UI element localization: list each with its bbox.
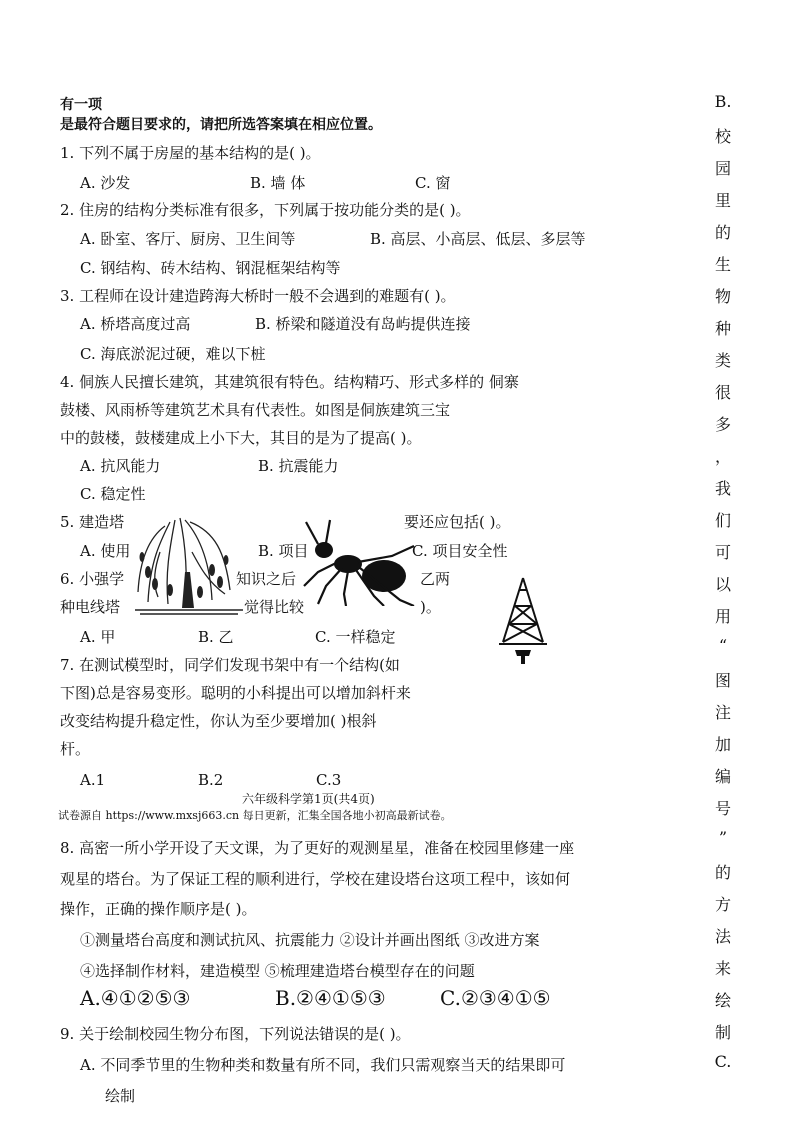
- q2-option-a: A. 卧室、客厅、厨房、卫生间等: [80, 230, 296, 248]
- q2-option-c: C. 钢结构、砖木结构、钢混框架结构等: [80, 259, 341, 277]
- side-char: 用: [714, 607, 731, 626]
- side-char: ”: [718, 828, 728, 847]
- q9-stem: 9. 关于绘制校园生物分布图，下列说法错误的是( )。: [60, 1025, 411, 1043]
- q9-option-a-line2: 绘制: [105, 1087, 136, 1105]
- q6-option-b: B. 乙: [198, 628, 234, 646]
- side-char: 注: [714, 703, 731, 722]
- q3-option-b: B. 桥梁和隧道没有岛屿提供连接: [255, 315, 471, 333]
- side-char: 可: [714, 543, 731, 562]
- side-char: B.: [714, 92, 732, 111]
- q8-line2: 观星的塔台。为了保证工程的顺利进行，学校在建设塔台这项工程中，该如何: [60, 870, 571, 888]
- q4-option-b: B. 抗震能力: [258, 457, 339, 475]
- q4-option-c: C. 稳定性: [80, 485, 146, 503]
- electric-tower-image: [497, 576, 549, 666]
- q7-option-a: A.1: [80, 771, 106, 789]
- q6-line1-left: 6. 小强学: [60, 570, 125, 588]
- q8-line3: 操作，正确的操作顺序是( )。: [60, 900, 257, 918]
- side-char: “: [718, 636, 728, 655]
- side-char: 方: [714, 895, 731, 914]
- side-char: 很: [714, 383, 731, 402]
- side-char: 我: [714, 479, 731, 498]
- side-char: ，: [714, 447, 731, 466]
- q3-stem: 3. 工程师在设计建造跨海大桥时一般不会遇到的难题有( )。: [60, 287, 456, 305]
- q7-option-b: B.2: [198, 771, 224, 789]
- side-char: C.: [714, 1052, 732, 1071]
- q7-line4: 杆。: [60, 740, 91, 758]
- side-char: 加: [714, 735, 731, 754]
- q4-line2: 鼓楼、风雨桥等建筑艺术具有代表性。如图是侗族建筑三宝: [60, 401, 451, 419]
- q4-line3: 中的鼓楼，鼓楼建成上小下大，其目的是为了提高( )。: [60, 429, 422, 447]
- q5-option-c: C. 项目安全性: [412, 542, 508, 560]
- side-char: 种: [714, 319, 731, 338]
- q5-stem-right: 要还应包括( )。: [404, 513, 511, 531]
- side-char: 以: [714, 575, 731, 594]
- section-header-line2: 是最符合题目要求的，请把所选答案填在相应位置。: [60, 117, 382, 133]
- side-char: 们: [714, 511, 731, 530]
- q4-option-a: A. 抗风能力: [80, 457, 161, 475]
- q8-line1: 8. 高密一所小学开设了天文课，为了更好的观测星星，准备在校园里修建一座: [60, 839, 575, 857]
- q9-option-a-line1: A. 不同季节里的生物种类和数量有所不同，我们只需观察当天的结果即可: [80, 1056, 566, 1074]
- q7-option-c: C.3: [316, 771, 342, 789]
- side-char: 制: [714, 1023, 731, 1042]
- q1-option-a: A. 沙发: [80, 174, 131, 192]
- side-char: 生: [714, 255, 731, 274]
- side-char: 法: [714, 927, 731, 946]
- side-char: 类: [714, 351, 731, 370]
- q6-line2-left: 种电线塔: [60, 598, 121, 616]
- ant-image: [296, 516, 424, 606]
- q5-option-a: A. 使用: [80, 542, 131, 560]
- page-footer: 六年级科学第1页(共4页): [242, 792, 375, 806]
- q8-option-a: A.④①②⑤③: [80, 986, 191, 1010]
- q8-steps-line1: ①测量塔台高度和测试抗风、抗震能力 ②设计并画出图纸 ③改进方案: [80, 931, 540, 949]
- q8-steps-line2: ④选择制作材料，建造模型 ⑤梳理建造塔台模型存在的问题: [80, 962, 475, 980]
- side-char: 物: [714, 287, 731, 306]
- q4-line1: 4. 侗族人民擅长建筑，其建筑很有特色。结构精巧、形式多样的 侗寨: [60, 373, 519, 391]
- side-char: 的: [714, 223, 731, 242]
- q5-option-b: B. 项目: [258, 542, 309, 560]
- q6-option-a: A. 甲: [80, 628, 116, 646]
- q7-line3: 改变结构提升稳定性，你认为至少要增加( )根斜: [60, 712, 377, 730]
- q3-option-c: C. 海底淤泥过硬，难以下桩: [80, 345, 266, 363]
- q8-option-c: C.②③④①⑤: [440, 986, 551, 1010]
- q3-option-a: A. 桥塔高度过高: [80, 315, 191, 333]
- willow-tree-image: [130, 512, 248, 616]
- side-char: 图: [714, 671, 731, 690]
- q7-line2: 下图)总是容易变形。聪明的小科提出可以增加斜杆来: [60, 684, 411, 702]
- side-char: 里: [714, 191, 731, 210]
- source-note: 试卷源自 https://www.mxsj663.cn 每日更新，汇集全国各地小初高最新试卷。: [58, 809, 452, 822]
- q1-stem: 1. 下列不属于房屋的基本结构的是( )。: [60, 144, 321, 162]
- side-char: 编: [714, 767, 731, 786]
- q2-option-b: B. 高层、小高层、低层、多层等: [370, 230, 586, 248]
- q6-option-c: C. 一样稳定: [315, 628, 396, 646]
- q2-stem: 2. 住房的结构分类标准有很多，下列属于按功能分类的是( )。: [60, 201, 471, 219]
- q8-option-b: B.②④①⑤③: [275, 986, 386, 1010]
- q1-option-b: B. 墙 体: [250, 174, 306, 192]
- side-char: 校: [714, 127, 731, 146]
- side-char: 多: [714, 415, 731, 434]
- section-header-line1: 有一项: [60, 97, 102, 113]
- side-char: 绘: [714, 991, 731, 1010]
- side-char: 园: [714, 159, 731, 178]
- q5-stem-left: 5. 建造塔: [60, 513, 125, 531]
- side-char: 号: [714, 799, 731, 818]
- q6-line1-mid: 知识之后: [236, 570, 297, 588]
- q7-line1: 7. 在测试模型时，同学们发现书架中有一个结构(如: [60, 656, 400, 674]
- q6-line2-end: )。: [420, 598, 441, 616]
- q6-line1-right: 乙两: [420, 570, 451, 588]
- q6-line2-mid: 觉得比较: [244, 598, 305, 616]
- side-char: 来: [714, 959, 731, 978]
- side-char: 的: [714, 863, 731, 882]
- q1-option-c: C. 窗: [415, 174, 451, 192]
